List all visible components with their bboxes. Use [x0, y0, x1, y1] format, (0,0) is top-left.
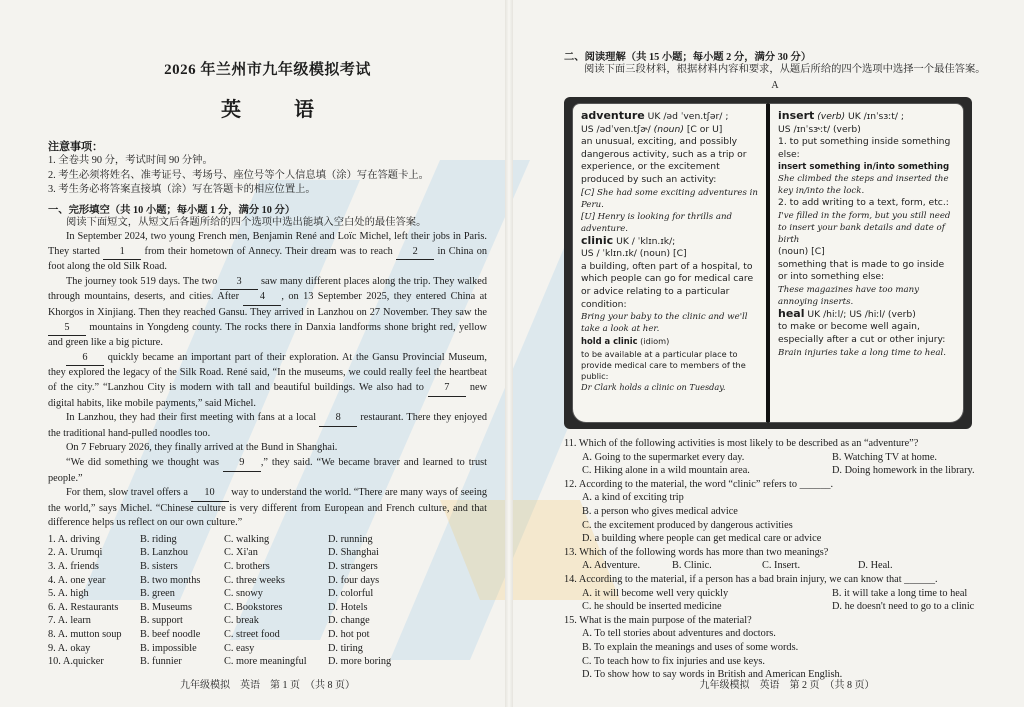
answer-option: 8. A. mutton soup — [48, 629, 122, 641]
passage-text: mountains in Yongdeng county. The rocks there in Danxia landforms shone bright red, yellow and green like a big picture. — [48, 321, 487, 349]
answer-option: B. impossible — [140, 642, 197, 654]
answer-option: D. running — [328, 533, 373, 545]
pronunciation: US / ˈklɪn.ɪk/ (noun) [C] — [581, 248, 687, 260]
answer-option: D. more boring — [328, 656, 392, 668]
notice-item: 3. 考生务必将答案直接填（涂）写在答题卡的相应位置上。 — [48, 184, 316, 195]
answer-option: A. Going to the supermarket every day. — [582, 451, 745, 463]
cloze-blank: 7 — [428, 381, 466, 397]
passage-text: way to understand the world. “There are many ways of seeing the world,” says Michel. “Chinese culture is very different from European and French culture, and that difference helps us reflect on our own culture.” — [48, 487, 487, 529]
pronunciation: UK / ˈklɪn.ɪk/; — [613, 235, 676, 247]
answer-option: C. Insert. — [762, 560, 801, 572]
option-row — [48, 533, 487, 547]
section2-instruction: 阅读下面三段材料，根据材料内容和要求，从题后所给的四个选项中选择一个最佳答案。 — [584, 64, 986, 75]
answer-option: D. To show how to say words in British and American English. — [582, 669, 843, 681]
option-row — [48, 601, 487, 615]
answer-option: D. four days — [328, 574, 380, 586]
answer-option: 1. A. driving — [48, 533, 101, 545]
example: I've filled in the form, but you still need to insert your bank details and date of birth — [778, 210, 951, 245]
answer-option: C. snowy — [224, 588, 263, 600]
definition: to make or become well again, especially after a cut or other injury: — [778, 321, 946, 345]
example: [C] She had some exciting adventures in Peru. — [581, 187, 758, 210]
passage-text: The journey took 519 days. The two — [66, 275, 221, 287]
passage-text: For them, slow travel offers a — [66, 487, 191, 499]
option-row — [48, 628, 487, 642]
definition: a building, often part of a hospital, to which people can go for medical care or advice relating to a particular condition: — [581, 260, 754, 310]
exam-title: 2026 年兰州市九年级模拟考试 — [164, 62, 371, 78]
answer-option: D. Doing homework in the library. — [832, 465, 975, 477]
page-footer: 九年级模拟 英语 第 2 页 （共 8 页） — [699, 680, 875, 691]
answer-option: D. tiring — [328, 642, 363, 654]
option-row — [48, 546, 487, 560]
answer-option: B. To explain the meanings and uses of some words. — [582, 641, 799, 653]
definition: to be available at a particular place to provide medical care to members of the public: — [581, 348, 746, 382]
part-of-speech: (noun) [C] — [778, 245, 825, 257]
section1-instruction: 阅读下面短文，从短文后各题所给的四个选项中选出能填入空白处的最佳答案。 — [66, 216, 427, 228]
example: Bring your baby to the clinic and we'll take a look at her. — [581, 312, 748, 335]
passage-paragraph — [48, 486, 487, 531]
answer-option: C. more meaningful — [224, 656, 307, 668]
dictionary-right-page — [768, 103, 964, 423]
answer-option: D. Hotels — [328, 601, 368, 613]
passage-text: “We did something we thought was — [66, 456, 223, 468]
answer-option: C. Bookstores — [224, 601, 283, 613]
question-stem: 13. Which of the following words has more than two meanings? — [564, 546, 829, 558]
part-of-speech: (noun) — [653, 123, 684, 135]
answer-option: 6. A. Restaurants — [48, 601, 119, 613]
option-row — [48, 614, 487, 628]
answer-option: C. easy — [224, 642, 255, 654]
answer-option: D. strangers — [328, 561, 378, 573]
answer-option: B. green — [140, 588, 175, 600]
answer-option: 9. A. okay — [48, 642, 91, 654]
answer-option: D. Shanghai — [328, 547, 379, 559]
passage-text: saw many different places along the trip. They walked through mountains, deserts, and cities. After — [48, 275, 487, 303]
dictionary-left-page — [572, 103, 768, 423]
answer-option: A. To tell stories about adventures and doctors. — [582, 628, 776, 640]
passage-text: , on 13 September 2025, they entered China at Khorgos in Xinjiang. Then they reached Gansu. They arrived in Lanzhou on 27 November. They saw the — [48, 291, 488, 318]
cloze-blank: 2 — [396, 245, 434, 261]
cloze-blank: 6 — [66, 351, 104, 367]
answer-option: B. riding — [140, 533, 177, 545]
answer-option: 7. A. learn — [48, 615, 91, 627]
part-of-speech: (idiom) — [637, 336, 670, 347]
answer-option: B. beef noodle — [140, 629, 201, 641]
question-stem: 12. According to the material, the word “clinic” refers to ______. — [564, 478, 834, 490]
grammar-code: [C or U] — [683, 123, 723, 135]
question-options — [564, 587, 986, 614]
question-stem: 11. Which of the following activities is most likely to be described as an “adventure”? — [564, 438, 919, 449]
passage-text: in China on foot along the old Silk Road. — [48, 245, 487, 273]
answer-option: D. change — [328, 615, 370, 627]
answer-option: B. it will take a long time to heal — [832, 587, 968, 599]
reading-questions — [564, 437, 986, 682]
passage-paragraph — [48, 275, 487, 351]
question-options — [564, 559, 986, 573]
part-of-speech: (verb) — [814, 111, 846, 122]
cloze-blank: 8 — [319, 411, 357, 427]
answer-option: B. Clinic. — [672, 560, 712, 572]
answer-option: B. Lanzhou — [140, 547, 189, 559]
definition: something that is made to go inside or into something else: — [778, 258, 945, 283]
cloze-blank: 3 — [220, 275, 258, 291]
notice-item: 2. 考生必须将姓名、准考证号、考场号、座位号等个人信息填（涂）写在答题卡上。 — [48, 169, 429, 181]
passage-paragraph — [48, 456, 487, 486]
answer-option: C. To teach how to fix injuries and use keys. — [582, 655, 765, 667]
question-options — [564, 451, 986, 478]
passage-text: In September 2024, two young French men, Benjamin René and Loïc Michel, left their jobs in Paris. They started — [48, 231, 487, 257]
definition: 2. to add writing to a text, form, etc.: — [778, 197, 949, 209]
example: Dr Clark holds a clinic on Tuesday. — [581, 382, 726, 393]
right-page — [510, 0, 1024, 707]
passage-paragraph — [48, 441, 487, 456]
answer-option: D. colorful — [328, 588, 374, 600]
definition: 1. to put something inside something else: — [778, 136, 951, 160]
example: Brain injuries take a long time to heal. — [778, 347, 947, 358]
notice-item: 1. 全卷共 90 分，考试时间 90 分钟。 — [48, 155, 213, 166]
passage-text: ,” they said. “We became braver and learned to trust people.” — [48, 456, 488, 484]
page-footer: 九年级模拟 英语 第 1 页 （共 8 页） — [180, 680, 355, 691]
answer-option: D. he doesn't need to go to a clinic — [832, 601, 975, 613]
answer-option: B. sisters — [140, 561, 178, 573]
answer-option: B. a person who gives medical advice — [582, 505, 738, 517]
answer-option: B. Museums — [140, 601, 193, 613]
answer-option: C. he should be inserted medicine — [582, 601, 722, 613]
answer-option: A. it will become well very quickly — [582, 587, 729, 599]
answer-option: 3. A. friends — [48, 561, 99, 573]
cloze-blank: 4 — [243, 290, 281, 306]
passage-text: In Lanzhou, they had their first meeting with fans at a local — [66, 412, 320, 424]
subject-title: 英 语 — [221, 99, 338, 121]
option-row — [48, 655, 487, 669]
left-page — [0, 0, 505, 707]
headword-insert: insert — [778, 109, 815, 122]
passage-text: new digital habits, like mobile payments,” said Michel. — [48, 381, 488, 409]
answer-option: 2. A. Urumqi — [48, 547, 103, 559]
cloze-blank: 9 — [223, 456, 261, 472]
section2-heading: 二、阅读理解（共 15 小题；每小题 2 分，满分 30 分） — [564, 52, 812, 63]
question-stem: 15. What is the main purpose of the material? — [564, 614, 752, 626]
answer-option: 10. A.quicker — [48, 656, 104, 668]
answer-option: D. Heal. — [858, 560, 893, 572]
answer-option: A. a kind of exciting trip — [582, 492, 684, 504]
headword-heal: heal — [778, 306, 805, 320]
passage-text: restaurant. There they enjoyed the traditional hand-pulled noodles too. — [48, 412, 487, 439]
answer-option: C. Xi'an — [224, 547, 258, 559]
headword-clinic: clinic — [581, 233, 614, 247]
passage-paragraph — [48, 230, 487, 275]
passage-text: On 7 February 2026, they finally arrived at the Bund in Shanghai. — [66, 442, 338, 454]
answer-option: C. break — [224, 615, 259, 627]
pronunciation: UK /əd ˈven.tʃər/ ; — [644, 111, 729, 122]
passage-paragraph — [48, 411, 487, 441]
option-row — [48, 642, 487, 656]
pronunciation: UK /ɪnˈsɜːt/ ; — [848, 111, 905, 122]
notice-heading: 注意事项： — [48, 141, 103, 153]
headword-adventure: adventure — [581, 109, 645, 122]
idiom-heading: hold a clinic — [581, 336, 638, 347]
answer-option: D. hot pot — [328, 629, 370, 641]
cloze-blank: 10 — [191, 486, 229, 502]
example: She climbed the steps and inserted the key in/into the lock. — [778, 174, 949, 197]
answer-option: D. a building where people can get medical care or advice — [582, 533, 822, 545]
option-row — [48, 587, 487, 601]
answer-option: C. brothers — [224, 561, 270, 573]
answer-option: C. street food — [224, 629, 280, 641]
definition: an unusual, exciting, and possibly dangerous activity, such as a trip or experience, or the excitement produced by such an activity: — [581, 136, 747, 185]
option-row — [48, 574, 487, 588]
answer-option: 4. A. one year — [48, 574, 106, 586]
cloze-blank: 5 — [48, 321, 86, 337]
answer-option: C. walking — [224, 533, 270, 545]
cloze-options — [48, 533, 487, 669]
material-label: A — [771, 80, 779, 91]
passage-paragraph — [48, 351, 487, 411]
answer-option: B. two months — [140, 574, 201, 586]
option-row — [48, 560, 487, 574]
cloze-blank: 1 — [103, 245, 141, 261]
question-stem: 14. According to the material, if a person has a bad brain injury, we can know that ______. — [564, 573, 938, 585]
passage-text: from their hometown of Annecy. Their dream was to reach — [141, 245, 397, 257]
section1-heading: 一、完形填空（共 10 小题；每小题 1 分，满分 10 分） — [48, 204, 296, 216]
answer-option: C. Hiking alone in a wild mountain area. — [582, 465, 750, 477]
notice-list — [48, 154, 487, 198]
answer-option: C. three weeks — [224, 574, 285, 586]
passage-text: quickly became an important part of their exploration. At the Gansu Provincial Museum, they explored the legacy of the Silk Road. René said, “In the museums, we could really feel the heartbeat of the city.” “Lanzhou City is modern with tall and beautiful buildings. We also had to — [48, 351, 487, 393]
answer-option: B. Watching TV at home. — [832, 451, 937, 463]
cloze-passage — [48, 230, 487, 531]
answer-option: A. Adventure. — [582, 560, 641, 572]
pronunciation: UK /hiːl/; US /hiːl/ (verb) — [804, 308, 916, 320]
pronunciation: US /ɪnˈsɝːt/ (verb) — [778, 123, 861, 135]
example: [U] Henry is looking for thrills and adventure. — [581, 211, 733, 234]
answer-option: C. the excitement produced by dangerous activities — [582, 519, 793, 531]
dictionary-book-image — [564, 97, 972, 429]
answer-option: B. support — [140, 615, 183, 627]
pronunciation: US /ədˈven.tʃɚ/ — [581, 123, 654, 135]
answer-option: 5. A. high — [48, 588, 89, 600]
answer-option: B. funnier — [140, 656, 182, 668]
phrase: insert something in/into something — [778, 162, 950, 173]
example: These magazines have too many annoying inserts. — [778, 284, 920, 307]
